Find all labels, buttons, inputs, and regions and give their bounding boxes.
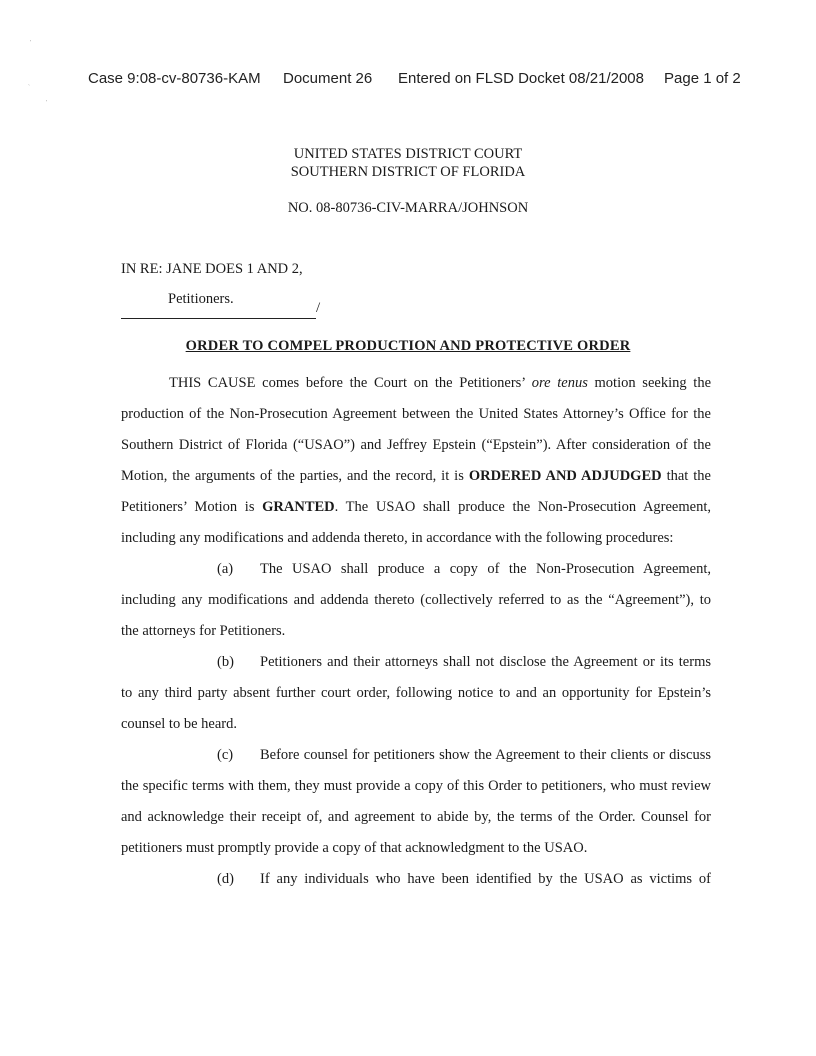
item-a-line: including any modifications and addenda thereto (collectively referred to as the “Agreement”), to (121, 592, 711, 608)
document-number: Document 26 (283, 70, 373, 87)
court-district: SOUTHERN DISTRICT OF FLORIDA (290, 164, 526, 180)
paragraph-line: including any modifications and addenda thereto, in accordance with the following procedures: (121, 530, 674, 546)
scan-speck: ` (28, 85, 30, 91)
item-label-d: (d) (217, 871, 234, 887)
item-b-line: to any third party absent further court order, following notice to and an opportunity for Epstein’s (121, 685, 711, 701)
party-designation: Petitioners. (168, 291, 234, 307)
item-label-c: (c) (217, 747, 234, 763)
scan-speck: ' (30, 40, 32, 46)
page-indicator: Page 1 of 2 (664, 70, 741, 87)
paragraph-line: THIS CAUSE comes before the Court on the Petitioners’ ore tenus motion seeking the (169, 375, 711, 391)
in-re-line: IN RE: JANE DOES 1 AND 2, (121, 261, 303, 277)
item-b-line: counsel to be heard. (121, 716, 237, 732)
item-label-a: (a) (217, 561, 234, 577)
item-c-line: the specific terms with them, they must provide a copy of this Order to petitioners, who must review (121, 778, 711, 794)
paragraph-line: Southern District of Florida (“USAO”) and Jeffrey Epstein (“Epstein”). After consideration of the (121, 437, 711, 453)
docket-entry: Entered on FLSD Docket 08/21/2008 (398, 70, 644, 87)
civil-case-number: NO. 08-80736-CIV-MARRA/JOHNSON (287, 200, 529, 216)
paragraph-line: Petitioners’ Motion is GRANTED. The USAO shall produce the Non-Prosecution Agreement, (121, 499, 711, 515)
caption-rule (121, 318, 316, 319)
item-c-line: petitioners must promptly provide a copy of that acknowledgment to the USAO. (121, 840, 588, 856)
item-d-line: If any individuals who have been identified by the USAO as victims of (260, 871, 711, 887)
case-number: Case 9:08-cv-80736-KAM (88, 70, 261, 87)
order-title: ORDER TO COMPEL PRODUCTION AND PROTECTIVE ORDER (185, 338, 631, 354)
item-label-b: (b) (217, 654, 234, 670)
item-b-line: Petitioners and their attorneys shall not disclose the Agreement or its terms (260, 654, 711, 670)
scan-speck: ' (46, 100, 48, 106)
caption-slash: / (316, 300, 321, 316)
paragraph-line: production of the Non-Prosecution Agreement between the United States Attorney’s Office for the (121, 406, 711, 422)
item-a-line: The USAO shall produce a copy of the Non-Prosecution Agreement, (260, 561, 711, 577)
item-c-line: and acknowledge their receipt of, and agreement to abide by, the terms of the Order. Counsel for (121, 809, 711, 825)
paragraph-line: Motion, the arguments of the parties, and the record, it is ORDERED AND ADJUDGED that the (121, 468, 711, 484)
item-c-line: Before counsel for petitioners show the Agreement to their clients or discuss (260, 747, 711, 763)
item-a-line: the attorneys for Petitioners. (121, 623, 286, 639)
court-name: UNITED STATES DISTRICT COURT (293, 146, 523, 162)
